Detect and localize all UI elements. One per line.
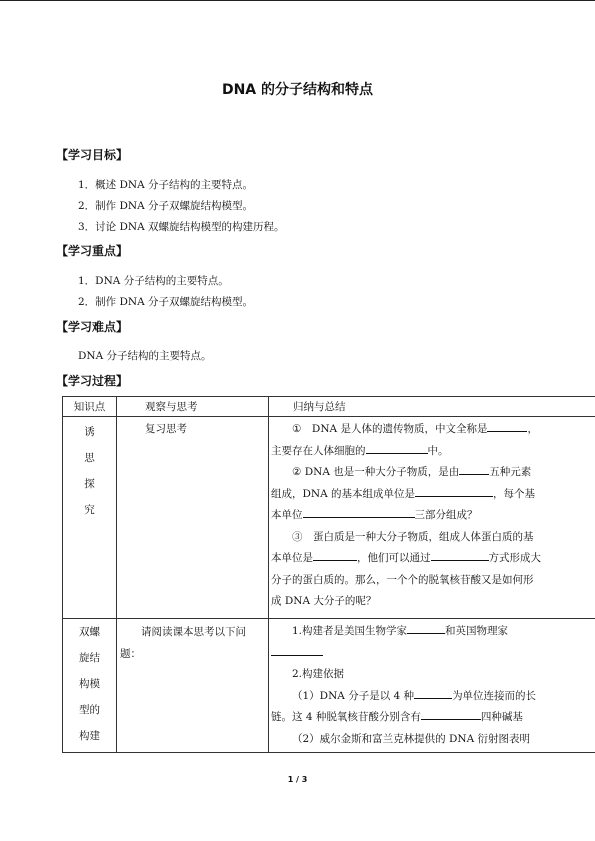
summary-cell-2: 1.构建者是美国生物学家 和英国物理家 2.构建依据 （1）DNA 分子是以 4 种 为单位连接而的长 链。这 4 种脱氧核苷酸分别含有 四种碱基 （2）威尔金斯和富兰克林提供的 DNA 衍射图表明: [269, 619, 595, 753]
learning-process-table: [62, 396, 595, 753]
goal-item-2: 2．制作 DNA 分子双螺旋结构模型。: [78, 200, 254, 212]
document-title: DNA 的分子结构和特点: [221, 82, 374, 98]
heading-learning-goals: 【学习目标】: [56, 148, 129, 162]
table-row: [63, 619, 595, 753]
page-number: 1 / 3: [287, 775, 308, 784]
goal-item-3: 3．讨论 DNA 双螺旋结构模型的构建历程。: [78, 221, 285, 233]
observe-cell-2: 请阅读课本思考以下问题：: [117, 619, 269, 753]
table-header-row: [63, 397, 595, 417]
header-knowledge: 知识点: [63, 397, 117, 417]
observe-cell-1: 复习思考: [117, 417, 269, 619]
header-observe: 观察与思考: [117, 397, 269, 417]
table-row: [63, 417, 595, 619]
header-rule: [0, 0, 595, 1]
summary-cell-1: ① DNA 是人体的遗传物质，中文全称是 ， 主要存在人体细胞的 中。 ② DNA 也是一种大分子物质，是由 五种元素 组成，DNA 的基本组成单位是 ，每个基 本单位 三部分组成？ ③ 蛋白质是一种大分子物质，组成人体蛋白质的基 本单位是 ，他们可以通过 方式形成大 分子的蛋白质的。那么，一个个的脱氧核苷酸又是如何形 成 DNA 大分子的呢？: [269, 417, 595, 619]
topic-cell-2: 双螺 旋结 构模 型的 构建: [63, 619, 117, 753]
topic-cell-1: 诱 思 探 究: [63, 417, 117, 619]
header-summary: 归纳与总结: [269, 397, 595, 417]
difficulty-text: DNA 分子结构的主要特点。: [78, 350, 212, 362]
heading-difficulty: 【学习难点】: [56, 320, 129, 334]
heading-key-points: 【学习重点】: [56, 244, 129, 258]
key-point-item-1: 1．DNA 分子结构的主要特点。: [78, 275, 229, 287]
key-point-item-2: 2．制作 DNA 分子双螺旋结构模型。: [78, 296, 254, 308]
heading-learning-process: 【学习过程】: [56, 374, 129, 388]
goal-item-1: 1．概述 DNA 分子结构的主要特点。: [78, 179, 254, 191]
